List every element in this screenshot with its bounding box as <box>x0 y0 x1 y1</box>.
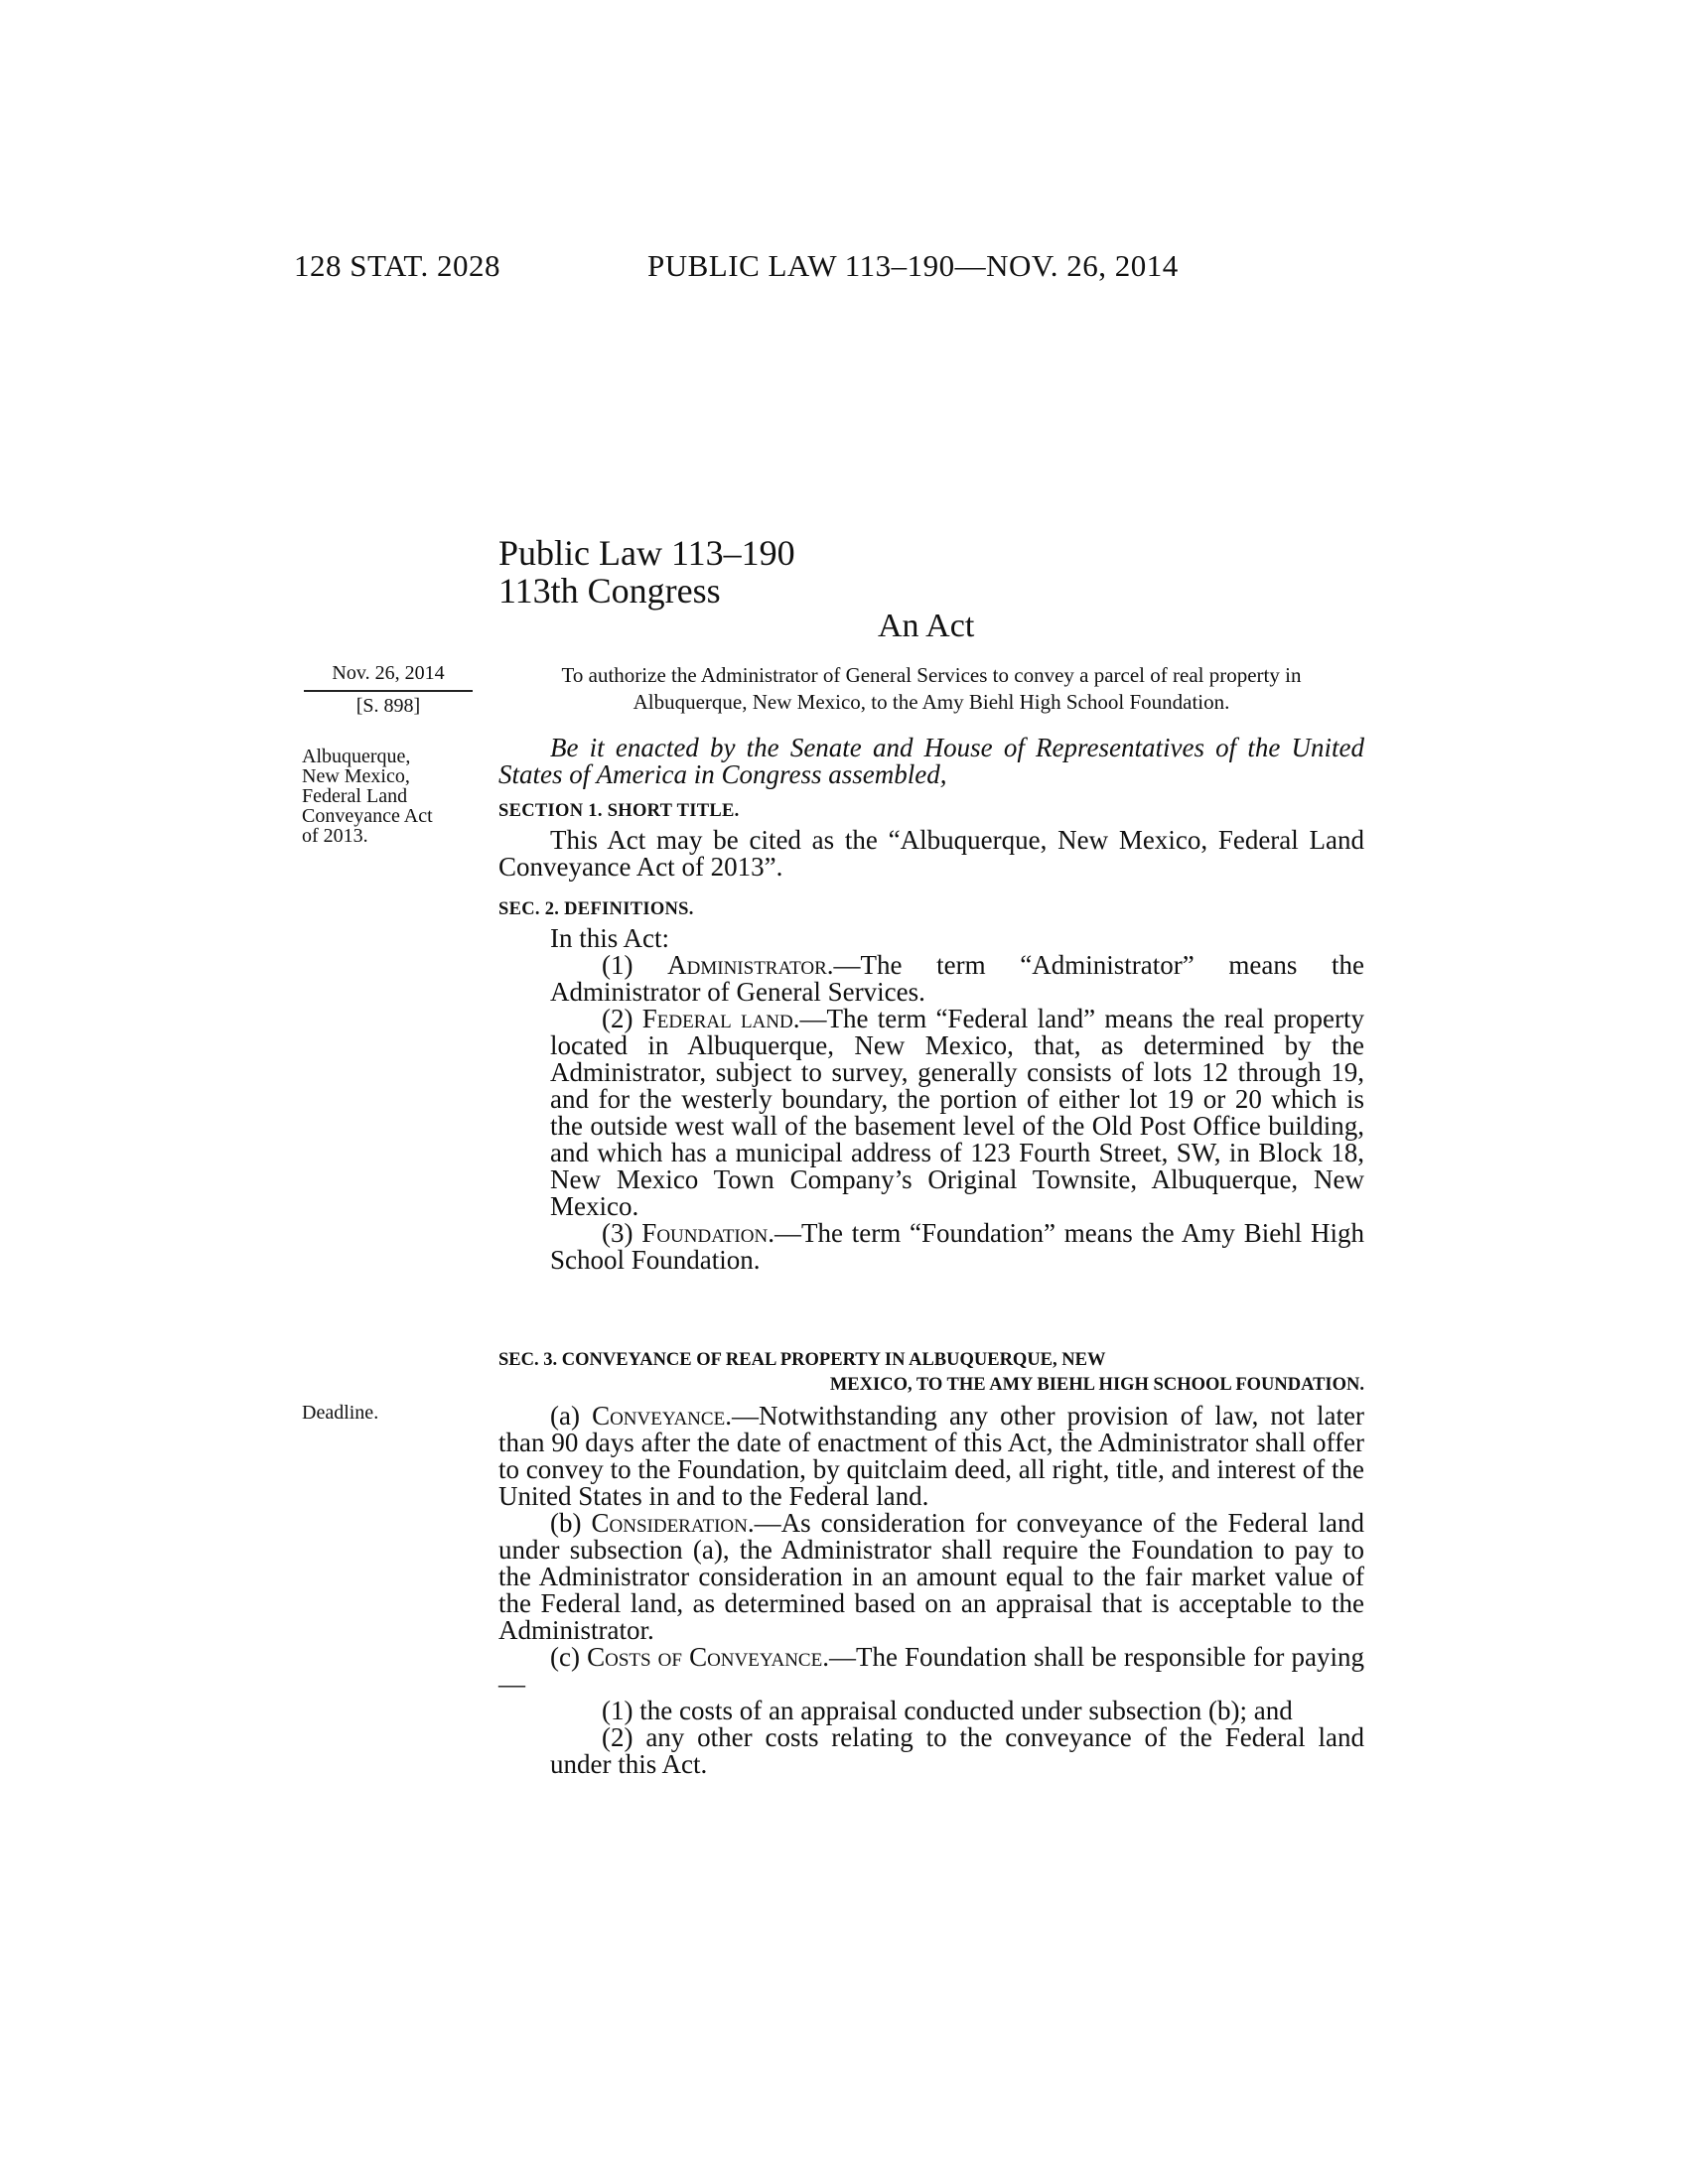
bill-number: [S. 898] <box>355 695 421 717</box>
enacting-clause: Be it enacted by the Senate and House of Representatives of the United States of America in Congress assembled, <box>498 733 1364 789</box>
running-title: PUBLIC LAW 113–190—NOV. 26, 2014 <box>647 248 1179 283</box>
congress: 113th Congress <box>498 571 721 611</box>
subsection-b: (b) Consideration.—As consideration for conveyance of the Federal land under subsection (a), the Administrator shall require the Foundation to pay to the Administrator consideration in an amount equal to the fair market value of the Federal land, as determined based on an appraisal that is acceptable to the Administrator. <box>498 1508 1364 1645</box>
section-3-body <box>498 1403 1364 1778</box>
law-number: Public Law 113–190 <box>498 533 795 573</box>
section-1-text: This Act may be cited as the “Albuquerque, New Mexico, Federal Land Conveyance Act of 2013”. <box>498 825 1364 882</box>
definition-federal-land: (2) Federal land.—The term “Federal land” means the real property located in Albuquerque, New Mexico, that, as determined by the Administrator, subject to survey, generally consists of lots 12 through 19, and for the westerly boundary, the portion of either lot 19 or 20 which is the outside west wall of the basement level of the Old Post Office building, and which has a municipal address of 123 Fourth Street, SW, in Block 18, New Mexico Town Company’s Original Townsite, Albuquerque, New Mexico. <box>550 1004 1365 1221</box>
margin-rule <box>304 690 473 692</box>
section-2-heading: SEC. 2. DEFINITIONS. <box>498 899 694 919</box>
act-purpose: To authorize the Administrator of General Services to convey a parcel of real property in Albuquerque, New Mexico, to the Amy Biehl High School Foundation. <box>561 663 1302 714</box>
enactment-date: Nov. 26, 2014 <box>332 662 445 684</box>
an-act-heading: An Act <box>878 608 975 644</box>
definition-administrator: (1) Administrator.—The term “Administrator” means the Administrator of General Services. <box>550 950 1364 1007</box>
section-2-body <box>498 925 1364 1274</box>
margin-note-short-title: Albuquerque, New Mexico, Federal Land Conveyance Act of 2013. <box>302 746 433 847</box>
definition-foundation: (3) Foundation.—The term “Foundation” means the Amy Biehl High School Foundation. <box>550 1218 1364 1275</box>
section-3-heading: SEC. 3. CONVEYANCE OF REAL PROPERTY IN ALBUQUERQUE, NEW MEXICO, TO THE AMY BIEHL HIGH SCHOOL FOUNDATION. <box>498 1350 1364 1395</box>
margin-date-block <box>304 662 473 718</box>
subsection-c: (c) Costs of Conveyance.—The Foundation shall be responsible for paying— <box>498 1642 1365 1699</box>
law-title <box>498 534 795 610</box>
margin-note-deadline: Deadline. <box>302 1402 379 1424</box>
stat-reference: 128 STAT. 2028 <box>294 248 501 283</box>
paragraph-c2: (2) any other costs relating to the conveyance of the Federal land under this Act. <box>550 1722 1364 1779</box>
subsection-a: (a) Conveyance.—Notwithstanding any other provision of law, not later than 90 days after the date of enactment of this Act, the Administrator shall offer to convey to the Foundation, by quitclaim deed, all right, title, and interest of the United States in and to the Federal land. <box>498 1401 1364 1511</box>
section-1-heading: SECTION 1. SHORT TITLE. <box>498 801 740 821</box>
definitions-intro: In this Act: <box>550 923 669 953</box>
paragraph-c1: (1) the costs of an appraisal conducted under subsection (b); and <box>602 1696 1293 1725</box>
